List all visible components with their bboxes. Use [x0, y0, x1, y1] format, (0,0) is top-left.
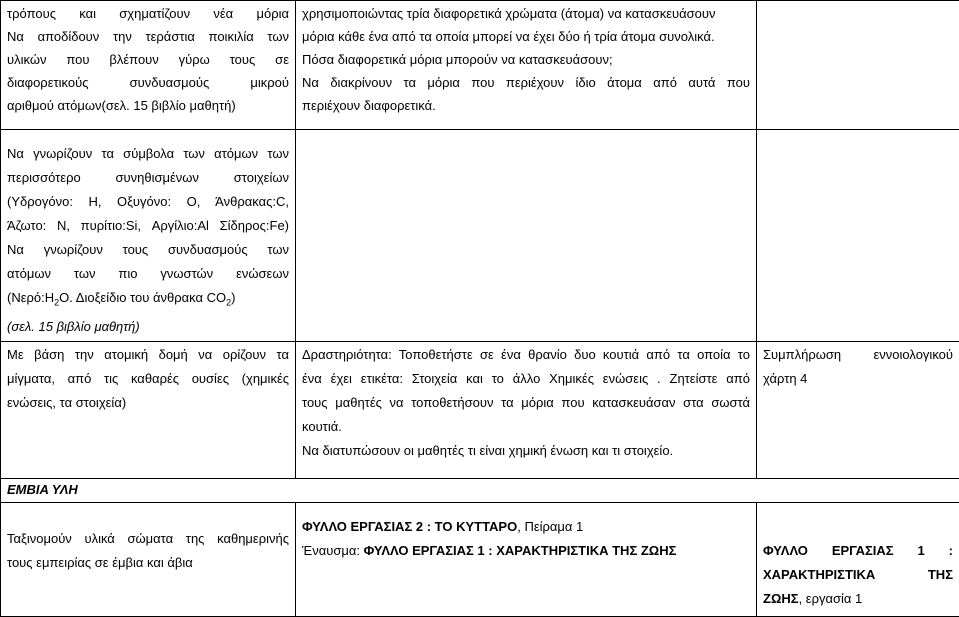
subscript: 2: [226, 298, 231, 308]
text-line: Ταξινομούν υλικά σώματα της καθημερινής: [7, 527, 289, 551]
worksheet-suffix: , Πείραμα 1: [517, 519, 583, 534]
text-line: ΧΑΡΑΚΤΗΡΙΣΤΙΚΑ ΤΗΣ: [763, 563, 953, 587]
activities-cell: [296, 503, 757, 617]
formula-suffix: ): [231, 290, 235, 305]
section-heading: ΕΜΒΙΑ ΥΛΗ: [7, 482, 78, 497]
bold-word: ΖΩΗΣ: [763, 591, 799, 606]
assessment-cell: [757, 342, 959, 479]
objectives-cell: [1, 130, 296, 342]
text-line: Να γνωρίζουν τα σύμβολα των ατόμων των: [7, 142, 289, 166]
trigger-title: ΦΥΛΛΟ ΕΡΓΑΣΙΑΣ 1 : ΧΑΡΑΚΤΗΡΙΣΤΙΚΑ ΤΗΣ ΖΩΗΣ: [364, 543, 677, 558]
activities-cell: [296, 130, 757, 342]
text-line: Με βάση την ατομική δομή να ορίζουν τα: [7, 343, 289, 367]
text-line: τους μαθητές να τοποθετήσουν τα μόρια που κατασκευάσαν στα σωστά: [302, 391, 750, 415]
objectives-cell: [1, 503, 296, 617]
worksheet-line: [302, 515, 750, 539]
formula-line: [7, 286, 289, 315]
assessment-cell: [757, 130, 959, 342]
text-line: περιέχουν διαφορετικά.: [302, 94, 750, 117]
text-line: Συμπλήρωση εννοιολογικού: [763, 343, 953, 367]
text-line: περισσότερο συνηθισμένων στοιχείων: [7, 166, 289, 190]
text-line: ατόμων των πιο γνωστών ενώσεων: [7, 262, 289, 286]
text-line: αριθμού ατόμων(σελ. 15 βιβλίο μαθητή): [7, 94, 289, 117]
section-heading-cell: [1, 479, 959, 503]
text-line: Άζωτο: Ν, πυρίτιο:Si, Αργίλιο:Al Σίδηρος:Fe): [7, 214, 289, 238]
text-line: μίγματα, από τις καθαρές ουσίες (χημικές: [7, 367, 289, 391]
text-line: κουτιά.: [302, 415, 750, 439]
objectives-cell: [1, 342, 296, 479]
activities-cell: [296, 1, 757, 130]
subscript: 2: [54, 298, 59, 308]
table-row: [1, 503, 959, 617]
worksheet-title: ΦΥΛΛΟ ΕΡΓΑΣΙΑΣ 2 : ΤΟ ΚΥΤΤΑΡΟ: [302, 519, 517, 534]
formula-middle: Ο. Διοξείδιο του άνθρακα CO: [59, 290, 226, 305]
source-reference: (σελ. 15 βιβλίο μαθητή): [7, 315, 289, 339]
text-line: Να γνωρίζουν τους συνδυασμούς των: [7, 238, 289, 262]
text-line: χρησιμοποιώντας τρία διαφορετικά χρώματα (άτομα) να κατασκευάσουν: [302, 2, 750, 25]
text-line: ΦΥΛΛΟ ΕΡΓΑΣΙΑΣ 1 :: [763, 539, 953, 563]
table-row: [1, 342, 959, 479]
text-line: ένα έχει ετικέτα: Στοιχεία και το άλλο Χημικές ενώσεις . Ζητείστε από: [302, 367, 750, 391]
text-line: Να διακρίνουν τα μόρια που περιέχουν ίδιο άτομα από αυτά που: [302, 71, 750, 94]
formula-prefix: (Νερό:Η: [7, 290, 54, 305]
text-line: τους εμπειρίας σε έμβια και άβια: [7, 551, 289, 575]
text-line: ενώσεις, τα στοιχεία): [7, 391, 289, 415]
assessment-cell: [757, 1, 959, 130]
text-line: χάρτη 4: [763, 367, 953, 391]
text-line: (Υδρογόνο: Η, Οξυγόνο: Ο, Άνθρακας:C,: [7, 190, 289, 214]
text-line: υλικών που βλέπουν γύρω τους σε: [7, 48, 289, 71]
trigger-line: [302, 539, 750, 563]
text-line: Δραστηριότητα: Τοποθετήστε σε ένα θρανίο δυο κουτιά από τα οποία το: [302, 343, 750, 367]
table-row: [1, 1, 959, 130]
text-line: Να αποδίδουν την τεράστια ποικιλία των: [7, 25, 289, 48]
text-line: Πόσα διαφορετικά μόρια μπορούν να κατασκευάσουν;: [302, 48, 750, 71]
text-line: τρόπους και σχηματίζουν νέα μόρια: [7, 2, 289, 25]
text-line: Να διατυπώσουν οι μαθητές τι είναι χημική ένωση και τι στοιχείο.: [302, 439, 750, 463]
table-row: [1, 130, 959, 342]
trigger-label: Έναυσμα:: [302, 543, 364, 558]
text-line: διαφορετικούς συνδυασμούς μικρού: [7, 71, 289, 94]
assessment-cell: [757, 503, 959, 617]
activities-cell: [296, 342, 757, 479]
section-row: [1, 479, 959, 503]
text-line: [763, 587, 953, 611]
text-line: μόρια κάθε ένα από τα οποία μπορεί να έχει δύο ή τρία άτομα συνολικά.: [302, 25, 750, 48]
task-suffix: , εργασία 1: [799, 591, 863, 606]
objectives-cell: [1, 1, 296, 130]
